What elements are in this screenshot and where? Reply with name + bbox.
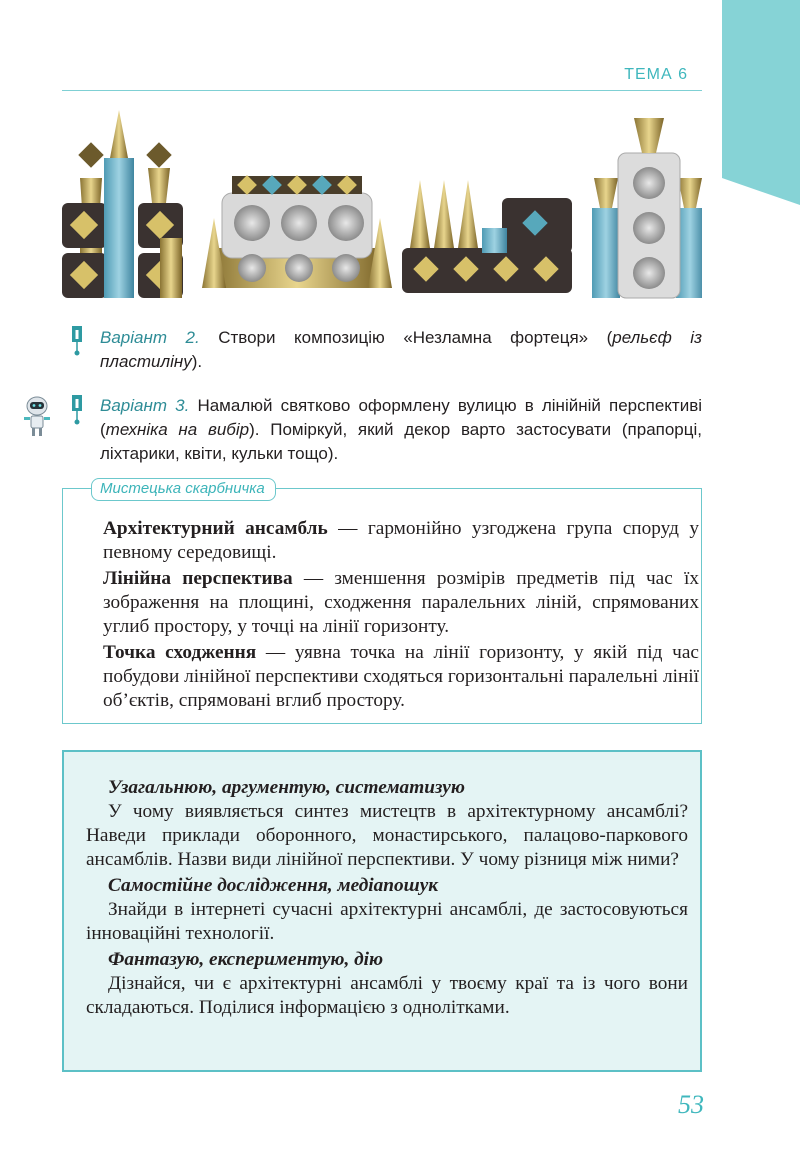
- variant-3: [100, 394, 702, 466]
- variant-2-end: ).: [191, 352, 203, 371]
- review-text: У чому виявляється синтез мистецтв в архітектурному ансамблі? Наведи приклади оборонного, монастирського, палацово-паркового ансамблів. Назви види лінійної перспективи. У чому різниця між ними?: [86, 801, 688, 870]
- variant-3-italic: техніка на вибір: [105, 420, 250, 439]
- header-rule: [62, 90, 702, 91]
- fortress-model-4: [592, 118, 702, 298]
- art-treasury-box: [62, 480, 702, 724]
- review-heading: Узагальнюю, аргументую, систематизую: [108, 777, 465, 798]
- variant-2: [100, 326, 702, 374]
- theme-label: ТЕМА 6: [624, 66, 688, 83]
- variant-2-italic: рельєф із пластиліну: [100, 328, 702, 371]
- fortress-photos: [62, 108, 702, 308]
- robot-mascot-icon: [20, 395, 54, 439]
- review-heading: Самостійне дослідження, медіапошук: [108, 875, 439, 896]
- fortress-model-1: [62, 110, 183, 298]
- corner-tab-decoration: [722, 0, 800, 205]
- review-box: [62, 750, 702, 1072]
- task-marker-icon: [70, 395, 84, 425]
- fortress-model-2: [202, 175, 392, 288]
- task-marker-icon: [70, 326, 84, 356]
- treasury-title: Мистецька скарбничка: [91, 478, 276, 501]
- definition-term: Лінійна перспектива: [103, 568, 293, 589]
- definition-text: — зменшення розмірів предметів під час їх зображення на площині, сходження паралельних ліній, спрямованих углиб простору, у точці на лінії горизонту.: [103, 568, 700, 637]
- variant-3-label: Варіант 3.: [100, 396, 190, 415]
- page-number: 53: [678, 1090, 704, 1119]
- definition-text: — уявна точка на лінії горизонту, у якій під час побудови лінійної перспективи сходяться горизонтальні паралельні лінії об’єктів, спрямовані вглиб простору.: [103, 642, 699, 711]
- definition-term: Точка сходження: [103, 642, 257, 663]
- definition-text: — гармонійно узгоджена група споруд у певному середовищі.: [103, 518, 699, 563]
- review-text: Знайди в інтернеті сучасні архітектурні ансамблі, де застосовуються інноваційні технології.: [86, 899, 688, 944]
- fortress-model-3: [402, 180, 572, 293]
- definition-term: Архітектурний ансамбль: [103, 518, 328, 539]
- definition-item: [103, 641, 699, 713]
- definition-item: [103, 567, 699, 639]
- variant-3-text: Намалюй святково оформлену вулицю в лінійній перспективі (: [100, 396, 702, 439]
- variant-3-end: ). Поміркуй, який декор варто застосувати (прапорці, ліхтарики, квіти, кульки тощо).: [100, 420, 702, 463]
- review-heading: Фантазую, експериментую, дію: [108, 949, 384, 970]
- review-text: Дізнайся, чи є архітектурні ансамблі у твоєму краї та із чого вони складаються. Поділися інформацією з однолітками.: [86, 973, 688, 1018]
- variant-2-label: Варіант 2.: [100, 328, 200, 347]
- variant-2-text: Створи композицію «Незламна фортеця» (: [199, 328, 613, 347]
- definition-item: [103, 517, 699, 565]
